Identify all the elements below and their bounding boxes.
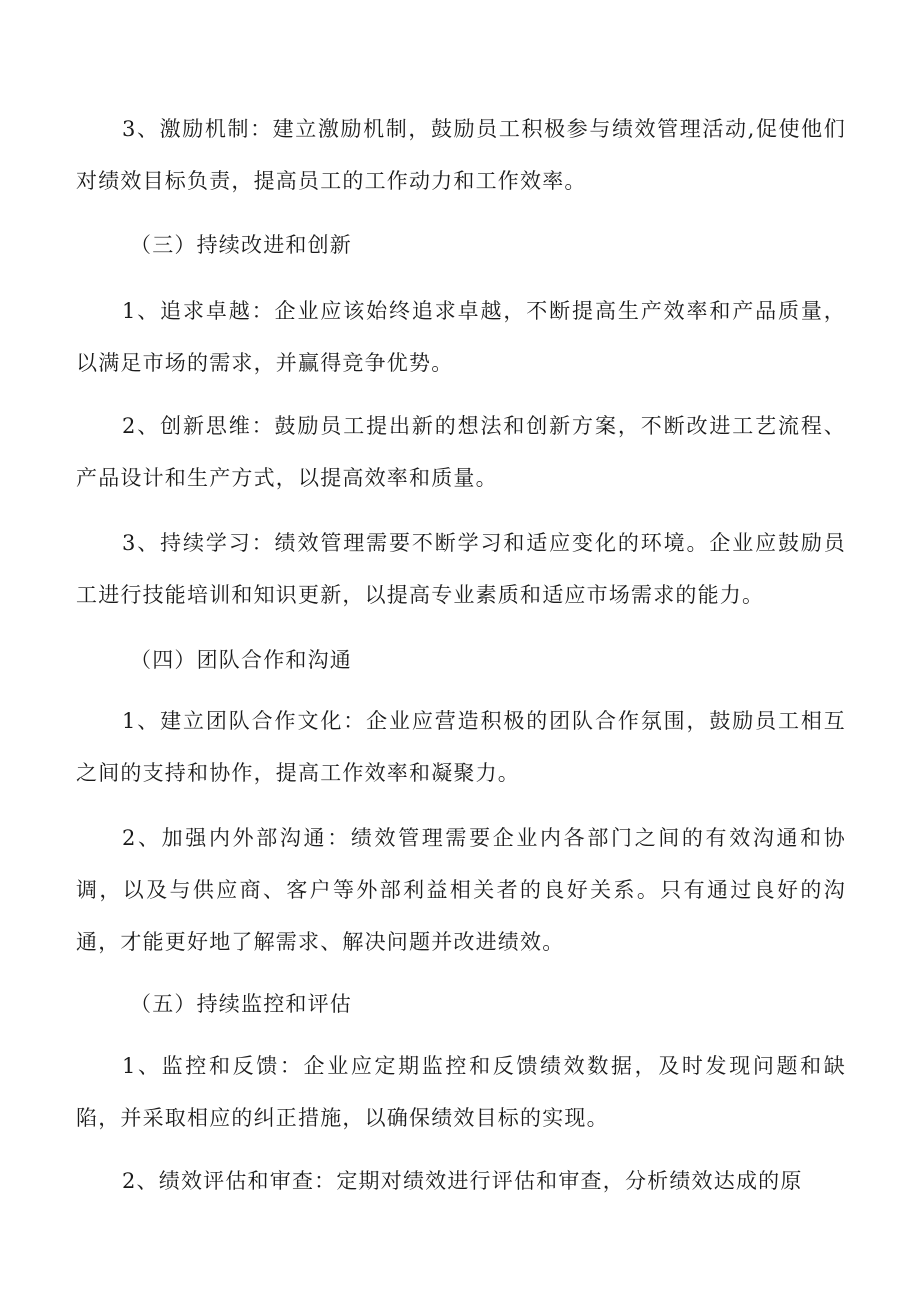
section-heading-monitoring: （五）持续监控和评估 (130, 992, 352, 1016)
section-heading-continuous-improvement: （三）持续改进和创新 (130, 233, 352, 257)
section-heading-teamwork: （四）团队合作和沟通 (130, 648, 352, 672)
paragraph-monitoring-feedback: 1、监控和反馈：企业应定期监控和反馈绩效数据，及时发现问题和缺陷，并采取相应的纠正措施，以确保绩效目标的实现。 (76, 1054, 846, 1130)
paragraph-team-culture: 1、建立团队合作文化：企业应营造积极的团队合作氛围，鼓励员工相互之间的支持和协作，提高工作效率和凝聚力。 (76, 709, 846, 785)
paragraph-incentive-mechanism: 3、激励机制：建立激励机制，鼓励员工积极参与绩效管理活动,促使他们对绩效目标负责，提高员工的工作动力和工作效率。 (76, 117, 846, 193)
paragraph-continuous-learning: 3、持续学习：绩效管理需要不断学习和适应变化的环境。企业应鼓励员工进行技能培训和知识更新，以提高专业素质和适应市场需求的能力。 (76, 531, 846, 607)
paragraph-pursue-excellence: 1、追求卓越：企业应该始终追求卓越，不断提高生产效率和产品质量，以满足市场的需求，并赢得竞争优势。 (76, 299, 846, 375)
paragraph-innovative-thinking: 2、创新思维：鼓励员工提出新的想法和创新方案，不断改进工艺流程、产品设计和生产方式，以提高效率和质量。 (76, 414, 846, 490)
paragraph-evaluation-review: 2、绩效评估和审查：定期对绩效进行评估和审查，分析绩效达成的原 (122, 1169, 803, 1193)
paragraph-communication: 2、加强内外部沟通：绩效管理需要企业内各部门之间的有效沟通和协调，以及与供应商、客户等外部利益相关者的良好关系。只有通过良好的沟通，才能更好地了解需求、解决问题并改进绩效。 (76, 826, 846, 954)
